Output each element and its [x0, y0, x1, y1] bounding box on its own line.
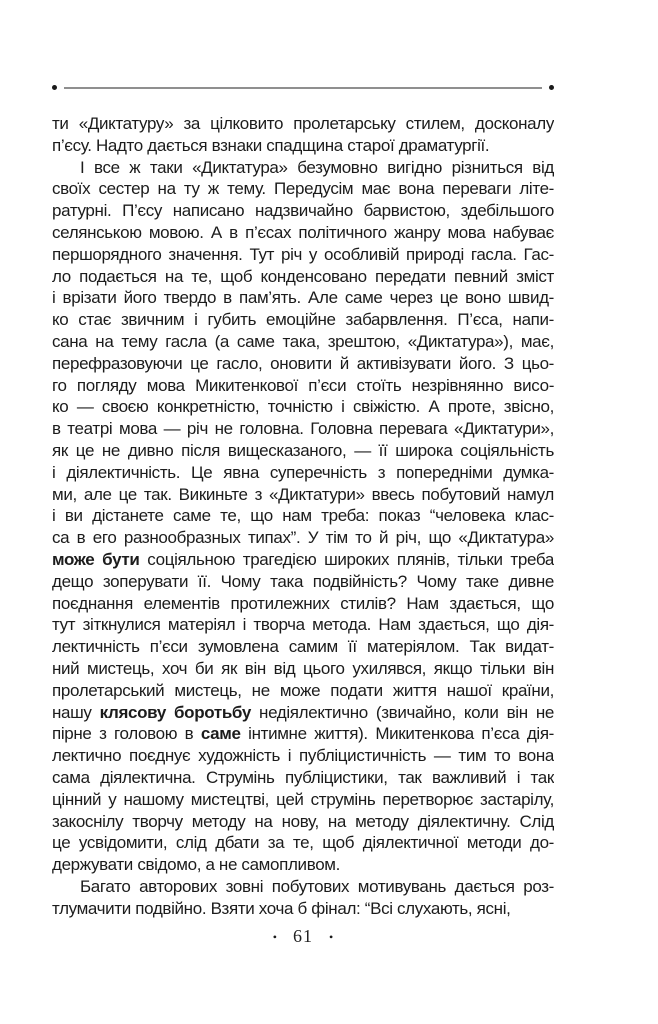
text-segment: соціяльною трагедією широких плянів, тільки треба — [139, 549, 554, 569]
text-segment: лектично поєднує художність і публіцистичність — тим то вона — [52, 746, 554, 766]
text-line — [52, 789, 554, 811]
text-segment: поєднання елементів протилежних стилів? Нам здається, що — [52, 593, 554, 613]
text-line — [52, 593, 554, 615]
rule-dot-left-icon — [52, 85, 57, 90]
text-segment: і діялектичність. Це явна суперечність з попередніми думка- — [52, 462, 554, 482]
text-segment: нашу — [52, 702, 100, 722]
text-line — [52, 200, 554, 222]
text-segment: своїх сестер на ту ж тему. Передусім має вона переваги літе- — [52, 179, 554, 199]
footer-bullet-left-icon: • — [272, 929, 277, 944]
text-line — [52, 113, 554, 135]
text-line — [52, 135, 554, 157]
text-line — [52, 244, 554, 266]
text-segment: ко — своєю конкретністю, точністю і свіжістю. А проте, звісно, — [52, 397, 554, 417]
text-segment: са в его разнообразных типах”. У тім то й річ, що «Диктатура» — [52, 528, 554, 548]
text-segment: закоснілу творчу методу на нову, на методу діялектичну. Слід — [52, 811, 554, 831]
text-block — [52, 113, 554, 919]
text-segment: п’єсу. Надто дається взнаки спадщина старої драматургії. — [52, 135, 490, 155]
text-line — [52, 462, 554, 484]
text-line — [52, 854, 554, 876]
footer-bullet-right-icon: • — [329, 929, 334, 944]
text-line — [52, 222, 554, 244]
text-segment: Багато авторових зовні побутових мотивувань дається роз- — [80, 876, 554, 896]
text-line — [52, 157, 554, 179]
text-line — [52, 636, 554, 658]
text-segment: інтимне життя). Микитенкова п’єса дія- — [240, 724, 554, 744]
bold-text-segment: саме — [200, 724, 241, 744]
text-line — [52, 549, 554, 571]
text-segment: це усвідомити, слід дбати за те, щоб діялектичної методи до- — [52, 833, 554, 853]
text-segment: ми, але це так. Викиньте з «Диктатури» ввесь побутовий намул — [52, 484, 554, 504]
text-line — [52, 658, 554, 680]
text-line — [52, 331, 554, 353]
text-segment: дещо зоперувати її. Чому така подвійність? Чому таке дивне — [52, 571, 554, 591]
text-line — [52, 353, 554, 375]
page-number: 61 — [293, 926, 313, 946]
text-segment: пірне з головою в — [52, 724, 201, 744]
text-segment: сана на тему гасла (а саме така, зрештою, «Диктатура»), має, — [52, 331, 554, 351]
rule-line — [64, 87, 542, 89]
bold-text-segment: клясову боротьбу — [99, 702, 251, 722]
text-segment: ло подається на те, щоб конденсовано передати певний зміст — [52, 266, 554, 286]
text-segment: тлумачити подвійно. Взяти хоча б фінал: “Всі слухають, ясні, — [52, 898, 511, 918]
text-segment: ратурні. П’єсу написано надзвичайно барвистою, здебільшого — [52, 201, 554, 221]
text-segment: ний мистець, хоч би як він від цього ухилявся, якщо тільки він — [52, 658, 554, 678]
text-segment: І все ж таки «Диктатура» безумовно вигідно різниться від — [80, 157, 554, 177]
text-line — [52, 571, 554, 593]
text-line — [52, 396, 554, 418]
text-line — [52, 811, 554, 833]
text-line — [52, 898, 554, 920]
text-segment: і врізати його твердо в пам’ять. Але саме через це воно швид- — [52, 288, 554, 308]
text-segment: цінний у нашому мистецтві, цей струмінь перетворює застарілу, — [52, 789, 554, 809]
text-segment: тут зіткнулися матеріял і творча метода. Нам здається, що дія- — [52, 615, 554, 635]
text-segment: першорядного значення. Тут річ у особливій природі гасла. Гас- — [52, 244, 554, 264]
text-line — [52, 484, 554, 506]
header-rule — [52, 83, 554, 92]
text-line — [52, 680, 554, 702]
text-segment: лектичність п’єси зумовлена самим її матеріялом. Так видат- — [52, 637, 554, 657]
text-line — [52, 723, 554, 745]
text-segment: недіялектично (звичайно, коли він не — [250, 702, 554, 722]
text-line — [52, 767, 554, 789]
text-line — [52, 178, 554, 200]
text-segment: ко стає звичним і губить емоційне забарвлення. П’єса, напи- — [52, 310, 554, 330]
text-line — [52, 418, 554, 440]
text-segment: в театрі мова — річ не головна. Головна перевага «Диктатури», — [52, 419, 554, 439]
text-segment: і ви дістанете саме те, що нам треба: показ “человека клас- — [52, 506, 554, 526]
text-line — [52, 375, 554, 397]
text-line — [52, 309, 554, 331]
text-segment: ти «Диктатуру» за цілковито пролетарську стилем, досконалу — [52, 114, 554, 133]
text-segment: сама діялектична. Струмінь публіцистики, так важливий і так — [52, 767, 554, 787]
text-segment: держувати свідомо, а не самопливом. — [52, 855, 341, 875]
text-line — [52, 287, 554, 309]
text-segment: селянською мовою. А в п’єсах політичного жанру мова набуває — [52, 222, 554, 242]
page-footer — [52, 926, 554, 947]
text-line — [52, 702, 554, 724]
text-segment: пролетарський мистець, не може подати життя нашої країни, — [52, 680, 554, 700]
text-line — [52, 614, 554, 636]
text-line — [52, 832, 554, 854]
text-line — [52, 745, 554, 767]
text-segment: як це не дивно після вищесказаного, — її широка соціяльність — [52, 440, 554, 460]
text-line — [52, 527, 554, 549]
text-line — [52, 266, 554, 288]
rule-dot-right-icon — [549, 85, 554, 90]
text-segment: перефразовуючи це гасло, оновити й активізувати його. З цьо- — [52, 353, 554, 373]
text-line — [52, 440, 554, 462]
bold-text-segment: може бути — [52, 549, 140, 569]
text-line — [52, 505, 554, 527]
text-segment: го погляду мова Микитенкової п’єси стоїть незрівнянно висо- — [52, 375, 554, 395]
text-line — [52, 876, 554, 898]
